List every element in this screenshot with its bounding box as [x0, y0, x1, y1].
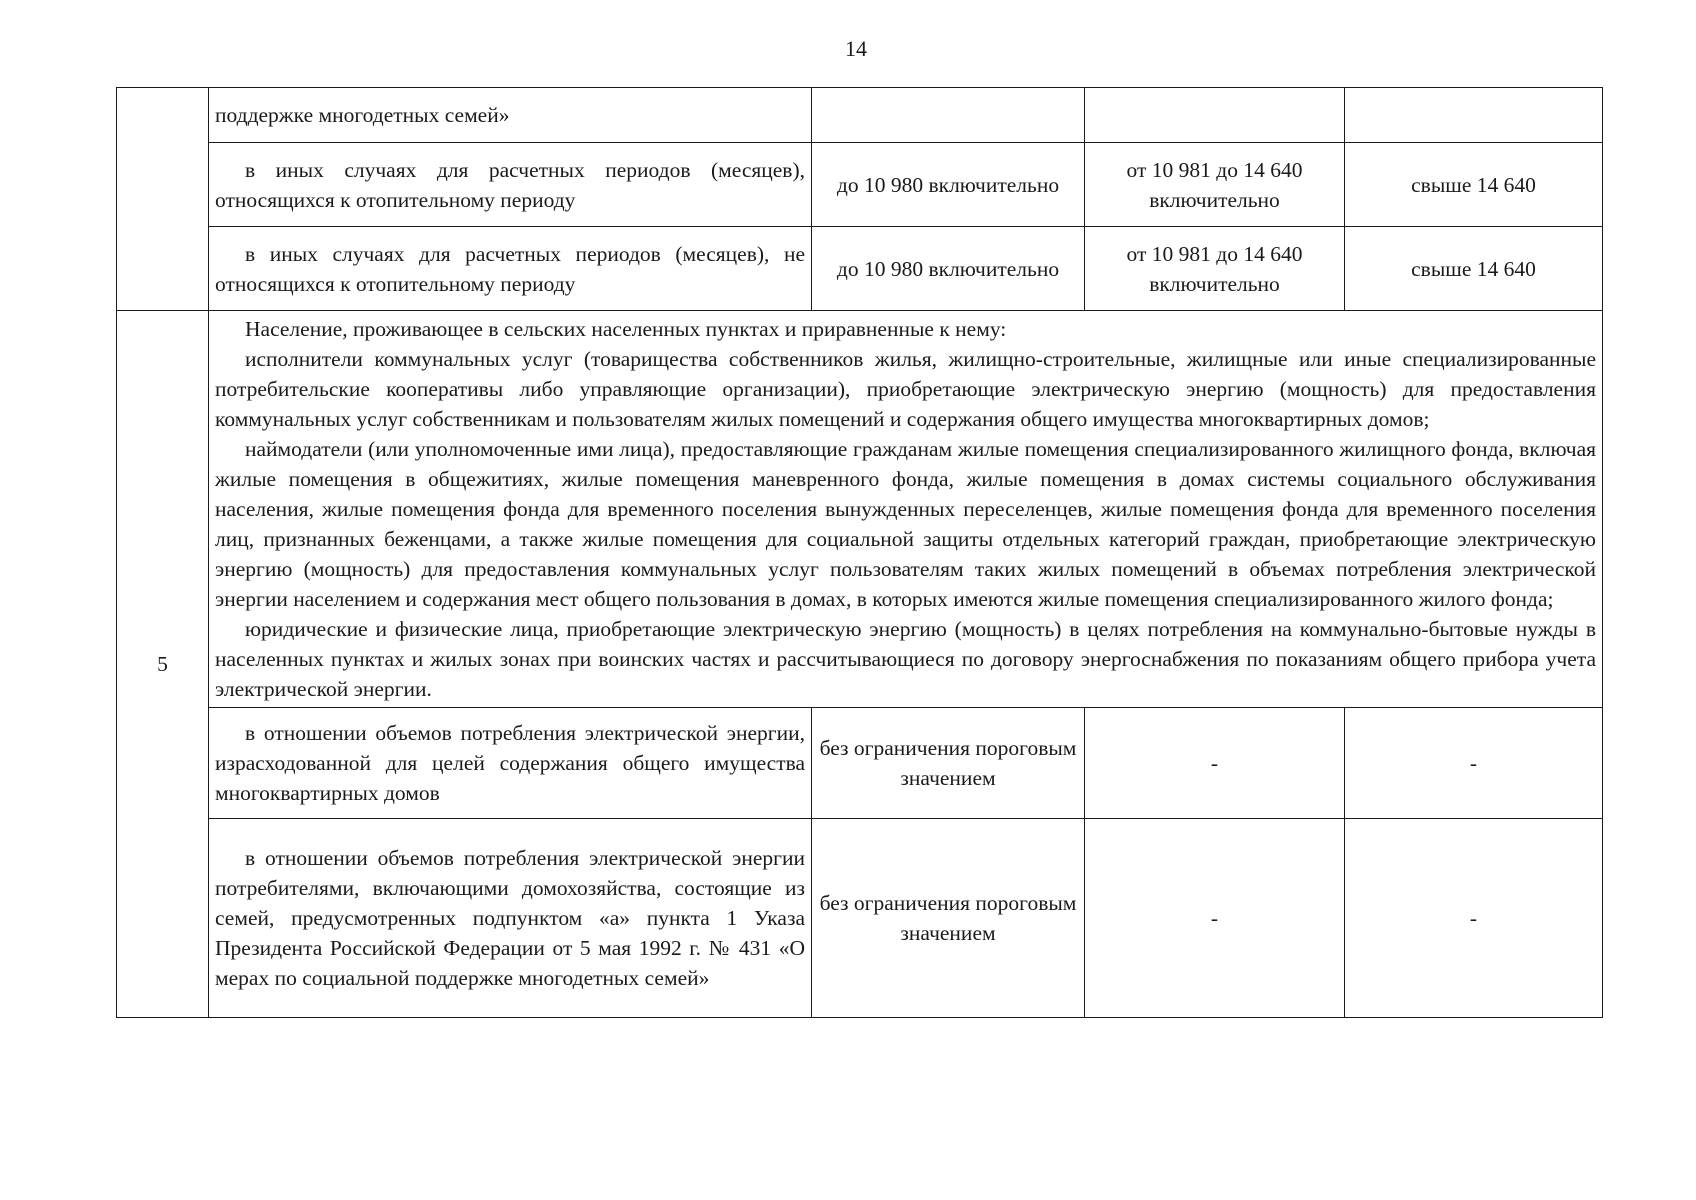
table-row — [117, 143, 1603, 227]
threshold-low: без ограничения пороговым значением — [812, 819, 1085, 1018]
threshold-high — [1345, 88, 1603, 143]
threshold-mid: от 10 981 до 14 640 включительно — [1085, 143, 1345, 227]
threshold-high: свыше 14 640 — [1345, 143, 1603, 227]
page-number: 14 — [845, 36, 867, 61]
threshold-low: до 10 980 включительно — [812, 143, 1085, 227]
threshold-low: до 10 980 включительно — [812, 227, 1085, 311]
threshold-low: без ограничения пороговым значением — [812, 708, 1085, 819]
table-row — [117, 227, 1603, 311]
row-number-cell — [117, 88, 209, 311]
table-row — [117, 708, 1603, 819]
section-number: 5 — [117, 311, 209, 1018]
row-description: поддержке многодетных семей» — [209, 88, 812, 143]
row-description: в иных случаях для расчетных периодов (месяцев), относящихся к отопительному периоду — [209, 143, 812, 227]
tariff-table — [116, 87, 1603, 1018]
section-header-row — [117, 311, 1603, 708]
threshold-high: - — [1345, 708, 1603, 819]
section-paragraph: исполнители коммунальных услуг (товарищества собственников жилья, жилищно-строительные, жилищные или иные специализированные потребительские кооперативы либо управляющие организации), приобретающие электрическую энергию (мощность) для предоставления коммунальных услуг собственникам и пользователям жилых помещений и содержания общего имущества многоквартирных домов; — [215, 347, 1596, 431]
threshold-mid — [1085, 88, 1345, 143]
row-description: в отношении объемов потребления электрической энергии, израсходованной для целей содержания общего имущества многоквартирных домов — [209, 708, 812, 819]
table-row — [117, 819, 1603, 1018]
threshold-mid: - — [1085, 819, 1345, 1018]
section-paragraph: юридические и физические лица, приобретающие электрическую энергию (мощность) в целях потребления на коммунально-бытовые нужды в населенных пунктах и жилых зонах при воинских частях и рассчитывающиеся по договору энергоснабжения по показаниям общего прибора учета электрической энергии. — [215, 617, 1596, 701]
threshold-high: свыше 14 640 — [1345, 227, 1603, 311]
threshold-mid: - — [1085, 708, 1345, 819]
section-paragraph: Население, проживающее в сельских населенных пунктах и приравненные к нему: — [245, 317, 1007, 341]
threshold-high: - — [1345, 819, 1603, 1018]
row-description: в иных случаях для расчетных периодов (месяцев), не относящихся к отопительному периоду — [209, 227, 812, 311]
threshold-mid: от 10 981 до 14 640 включительно — [1085, 227, 1345, 311]
section-paragraph: наймодатели (или уполномоченные ими лица), предоставляющие гражданам жилые помещения специализированного жилищного фонда, включая жилые помещения в общежитиях, жилые помещения маневренного фонда, жилые помещения в домах системы социального обслуживания населения, жилые помещения фонда для временного поселения вынужденных переселенцев, жилые помещения фонда для временного поселения лиц, признанных беженцами, а также жилые помещения для социальной защиты отдельных категорий граждан, приобретающие электрическую энергию (мощность) для предоставления коммунальных услуг пользователям таких жилых помещений в объемах потребления электрической энергии населением и содержания мест общего пользования в домах, в которых имеются жилые помещения специализированного жилого фонда; — [215, 437, 1596, 611]
row-description: в отношении объемов потребления электрической энергии потребителями, включающими домохозяйства, состоящие из семей, предусмотренных подпунктом «а» пункта 1 Указа Президента Российской Федерации от 5 мая 1992 г. № 431 «О мерах по социальной поддержке многодетных семей» — [209, 819, 812, 1018]
table-row — [117, 88, 1603, 143]
section-description — [209, 311, 1603, 708]
threshold-low — [812, 88, 1085, 143]
